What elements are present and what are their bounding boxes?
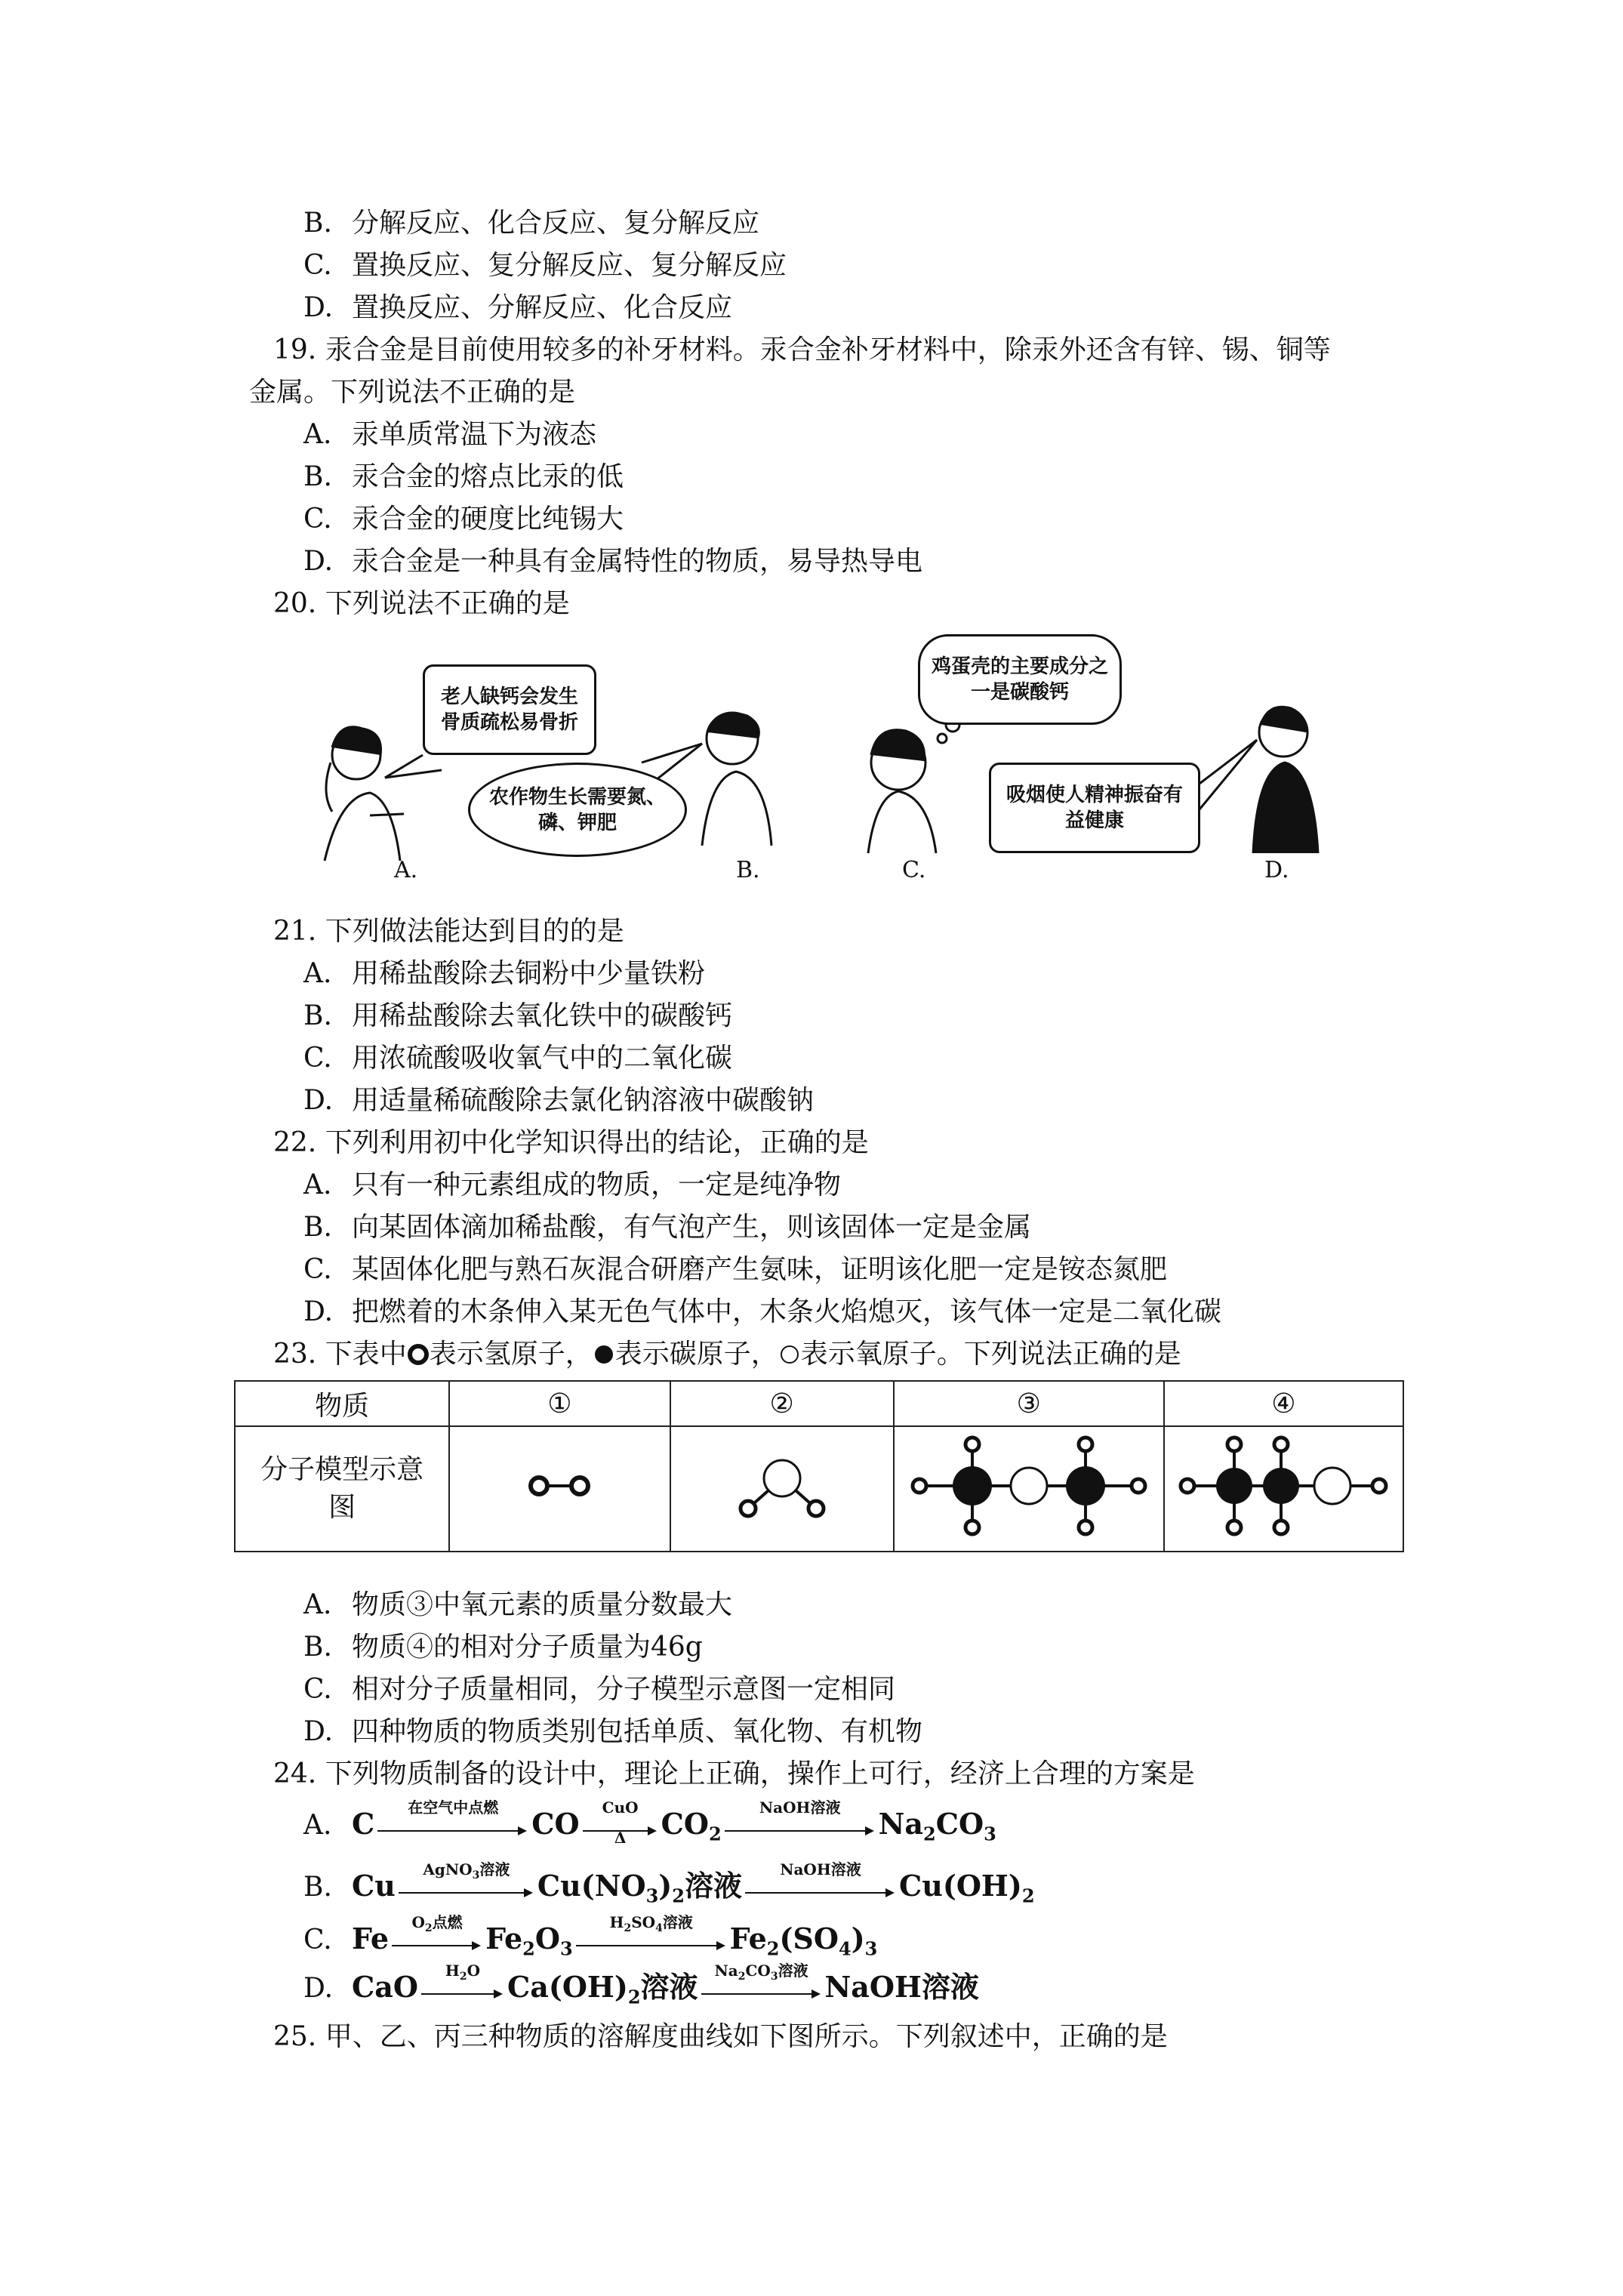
q24-option-d: D. CaO $H_2O$ $Ca(OH)_2$溶液 $Na_2CO_3$溶液 NaOH溶液: [303, 1966, 979, 2019]
q21-option-b: B. 用稀盐酸除去氧化铁中的碳酸钙: [303, 1000, 733, 1031]
caption-d: D.: [1264, 857, 1289, 883]
q24-option-a: A. C 在空气中点燃 CO CuO Δ $CO_2$ NaOH溶液 $Na_2CO_3$: [303, 1798, 996, 1847]
molecule-4-icon: [1174, 1429, 1393, 1542]
q25-stem: 25. 甲、乙、丙三种物质的溶解度曲线如下图所示。下列叙述中，正确的是: [273, 2021, 1168, 2052]
carbon-atom-icon: [593, 1343, 615, 1366]
hydrogen-atom-icon: [407, 1343, 430, 1366]
arrow-b1: AgNO$_3$溶液: [399, 1868, 534, 1910]
arrow-c2: $H_2SO_4$溶液: [576, 1921, 727, 1963]
q19-option-b: B. 汞合金的熔点比汞的低: [303, 461, 624, 492]
bubble-a: 老人缺钙会发生骨质疏松易骨折: [423, 664, 596, 755]
row-label: 分子模型示意图: [235, 1426, 449, 1552]
header-2: ②: [670, 1381, 894, 1426]
q21-option-c: C. 用浓硫酸吸收氧气中的二氧化碳: [303, 1043, 733, 1074]
arrow-c1: $O_2$点燃: [392, 1921, 482, 1963]
q23-option-a: A. 物质③中氧元素的质量分数最大: [303, 1589, 733, 1620]
molecule-table: [234, 1380, 1404, 1552]
q21-stem: 21. 下列做法能达到目的的是: [273, 916, 624, 947]
caption-b: B.: [736, 857, 760, 883]
caption-a: A.: [394, 857, 418, 883]
molecule-1-icon: [518, 1471, 601, 1501]
q19-stem: 19. 汞合金是目前使用较多的补牙材料。汞合金补牙材料中，除汞外还含有锌、锡、铜等: [273, 334, 1331, 365]
person-a-figure: [325, 727, 404, 861]
molecule-3-icon: [904, 1429, 1153, 1542]
q19-option-a: A. 汞单质常温下为液态: [303, 419, 597, 450]
q23-stem: 23. 下表中 表示氢原子， 表示碳原子， 表示氧原子。下列说法正确的是: [273, 1339, 1181, 1370]
molecule-3: [894, 1426, 1164, 1552]
table-row: [235, 1426, 1403, 1552]
q23-option-c: C. 相对分子质量相同，分子模型示意图一定相同: [303, 1674, 896, 1705]
arrow-a1: 在空气中点燃: [377, 1806, 528, 1848]
caption-c: C.: [902, 857, 926, 883]
q22-option-a: A. 只有一种元素组成的物质，一定是纯净物: [303, 1170, 842, 1200]
q21-option-a: A. 用稀盐酸除去铜粉中少量铁粉: [303, 958, 706, 989]
q18-option-b: B. 分解反应、化合反应、复分解反应: [303, 208, 760, 239]
q18-option-c: C. 置换反应、复分解反应、复分解反应: [303, 250, 787, 281]
molecule-1: [449, 1426, 670, 1552]
person-c-figure: [868, 718, 959, 853]
header-1: ①: [449, 1381, 670, 1426]
q19-option-c: C. 汞合金的硬度比纯锡大: [303, 504, 624, 535]
bubble-d: 吸烟使人精神振奋有益健康: [989, 763, 1200, 853]
q20-stem: 20. 下列说法不正确的是: [273, 588, 570, 619]
q22-option-c: C. 某固体化肥与熟石灰混合研磨产生氨味，证明该化肥一定是铵态氮肥: [303, 1254, 1168, 1285]
q24-option-b: B. Cu AgNO$_3$溶液 $Cu(NO_3)_2$溶液 NaOH溶液 $Cu(OH)_2$: [303, 1865, 1035, 1918]
molecule-2-icon: [729, 1444, 835, 1527]
header-4: ④: [1164, 1381, 1403, 1426]
q22-stem: 22. 下列利用初中化学知识得出的结论，正确的是: [273, 1127, 869, 1158]
table-header-row: [235, 1381, 1403, 1426]
q20-cartoon: [310, 649, 1351, 891]
arrow-d2: $Na_2CO_3$溶液: [701, 1969, 822, 2011]
person-b-figure: [702, 713, 771, 846]
arrow-b2: NaOH溶液: [745, 1868, 896, 1910]
bubble-b: 农作物生长需要氮、磷、钾肥: [468, 763, 687, 857]
oxygen-atom-icon: [778, 1343, 801, 1366]
q22-option-b: B. 向某固体滴加稀盐酸，有气泡产生，则该固体一定是金属: [303, 1212, 1032, 1243]
molecule-2: [670, 1426, 894, 1552]
q19-option-d: D. 汞合金是一种具有金属特性的物质，易导热导电: [303, 546, 923, 577]
person-d-figure: [1253, 707, 1318, 853]
arrow-d1: $H_2O$: [421, 1969, 504, 2011]
q23-option-b: B. 物质④的相对分子质量为46g: [303, 1632, 703, 1663]
q22-option-d: D. 把燃着的木条伸入某无色气体中，木条火焰熄灭，该气体一定是二氧化碳: [303, 1296, 1222, 1327]
header-3: ③: [894, 1381, 1164, 1426]
q18-option-d: D. 置换反应、分解反应、化合反应: [303, 292, 733, 323]
q24-option-c: C. Fe $O_2$点燃 $Fe_2O_3$ $H_2SO_4$溶液 $Fe_2(SO_4)_3$: [303, 1918, 877, 1971]
q19-stem-cont: 金属。下列说法不正确的是: [249, 377, 576, 408]
arrow-a2: CuO Δ: [583, 1806, 658, 1848]
q24-stem: 24. 下列物质制备的设计中，理论上正确，操作上可行，经济上合理的方案是: [273, 1758, 1195, 1789]
arrow-a3: NaOH溶液: [725, 1806, 876, 1848]
q23-option-d: D. 四种物质的物质类别包括单质、氧化物、有机物: [303, 1716, 923, 1747]
header-substance: 物质: [235, 1381, 449, 1426]
q21-option-d: D. 用适量稀硫酸除去氯化钠溶液中碳酸钠: [303, 1085, 815, 1116]
molecule-4: [1164, 1426, 1403, 1552]
bubble-c: 鸡蛋壳的主要成分之一是碳酸钙: [918, 634, 1122, 725]
